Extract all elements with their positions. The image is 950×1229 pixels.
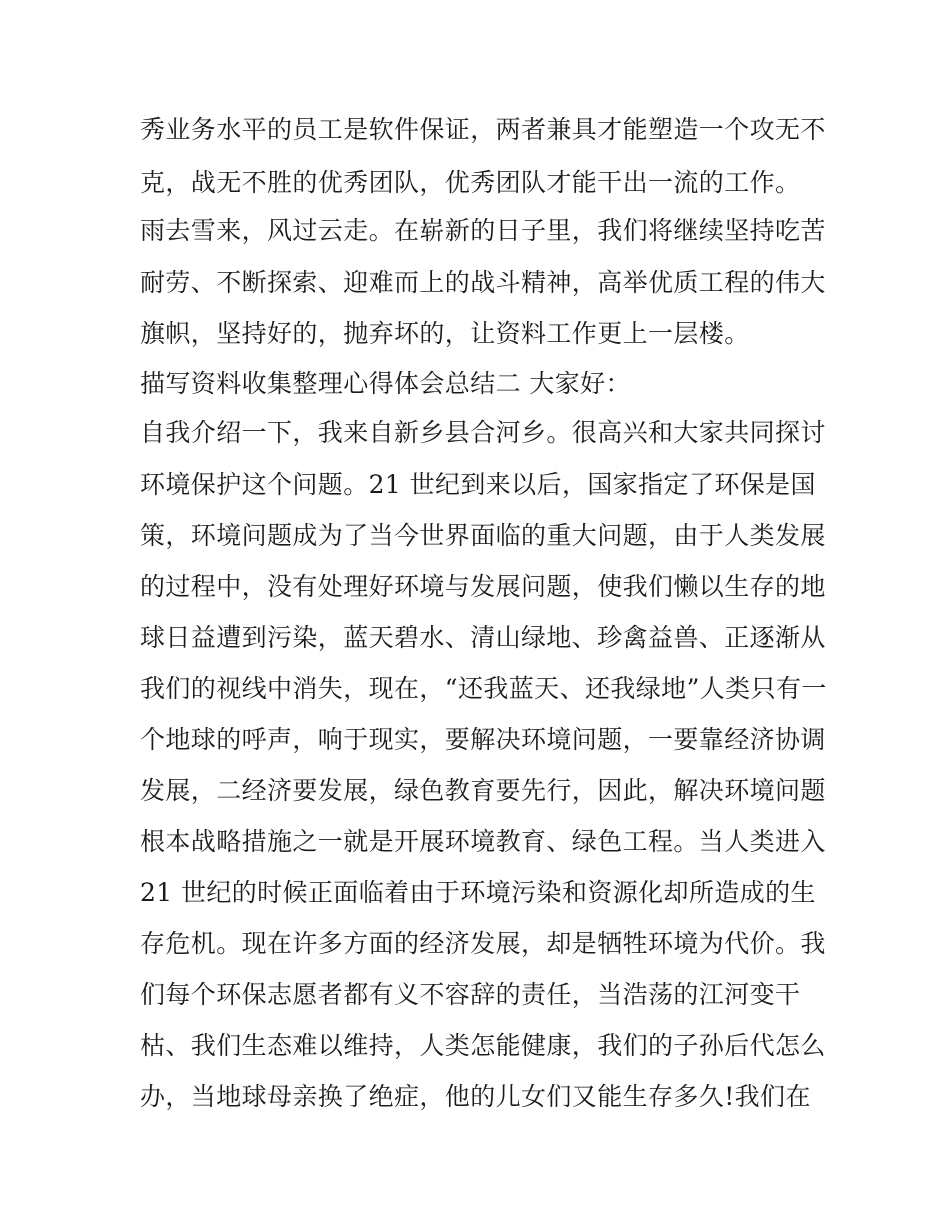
text-line: 枯、我们生态难以维持，人类怎能健康，我们的子孙后代怎么 bbox=[140, 1031, 826, 1060]
text-line: 环境保护这个问题。21 世纪到来以后，国家指定了环保是国 bbox=[140, 470, 816, 499]
text-line: 根本战略措施之一就是开展环境教育、绿色工程。当人类进入 bbox=[140, 827, 826, 856]
text-line: 球日益遭到污染，蓝天碧水、清山绿地、珍禽益兽、正逐渐从 bbox=[140, 623, 826, 652]
text-line: 办，当地球母亲换了绝症，他的儿女们又能生存多久!我们在 bbox=[140, 1082, 811, 1111]
text-line: 策，环境问题成为了当今世界面临的重大问题，由于人类发展 bbox=[140, 521, 826, 550]
text-line: 我们的视线中消失，现在，“还我蓝天、还我绿地”人类只有一 bbox=[140, 674, 827, 703]
text-line: 们每个环保志愿者都有义不容辞的责任，当浩荡的江河变干 bbox=[140, 980, 801, 1009]
text-line: 发展，二经济要发展，绿色教育要先行，因此，解决环境问题 bbox=[140, 776, 826, 805]
text-line: 21 世纪的时候正面临着由于环境污染和资源化却所造成的生 bbox=[140, 878, 816, 907]
text-line: 存危机。现在许多方面的经济发展，却是牺牲环境为代价。我 bbox=[140, 929, 826, 958]
text-line: 自我介绍一下，我来自新乡县合河乡。很高兴和大家共同探讨 bbox=[140, 418, 826, 447]
text-line: 的过程中，没有处理好环境与发展问题，使我们懒以生存的地 bbox=[140, 572, 826, 601]
text-line: 耐劳、不断探索、迎难而上的战斗精神，高举优质工程的伟大 bbox=[140, 268, 826, 297]
text-line: 雨去雪来，风过云走。在崭新的日子里，我们将继续坚持吃苦 bbox=[140, 216, 826, 245]
text-line: 个地球的呼声，响于现实，要解决环境问题，一要靠经济协调 bbox=[140, 725, 826, 754]
text-line: 秀业务水平的员工是软件保证，两者兼具才能塑造一个攻无不 bbox=[140, 115, 826, 144]
text-line: 旗帜，坚持好的，抛弃坏的，让资料工作更上一层楼。 bbox=[140, 319, 750, 348]
text-line: 克，战无不胜的优秀团队，优秀团队才能干出一流的工作。 bbox=[140, 168, 801, 197]
section-heading: 描写资料收集整理心得体会总结二 大家好： bbox=[140, 369, 631, 398]
